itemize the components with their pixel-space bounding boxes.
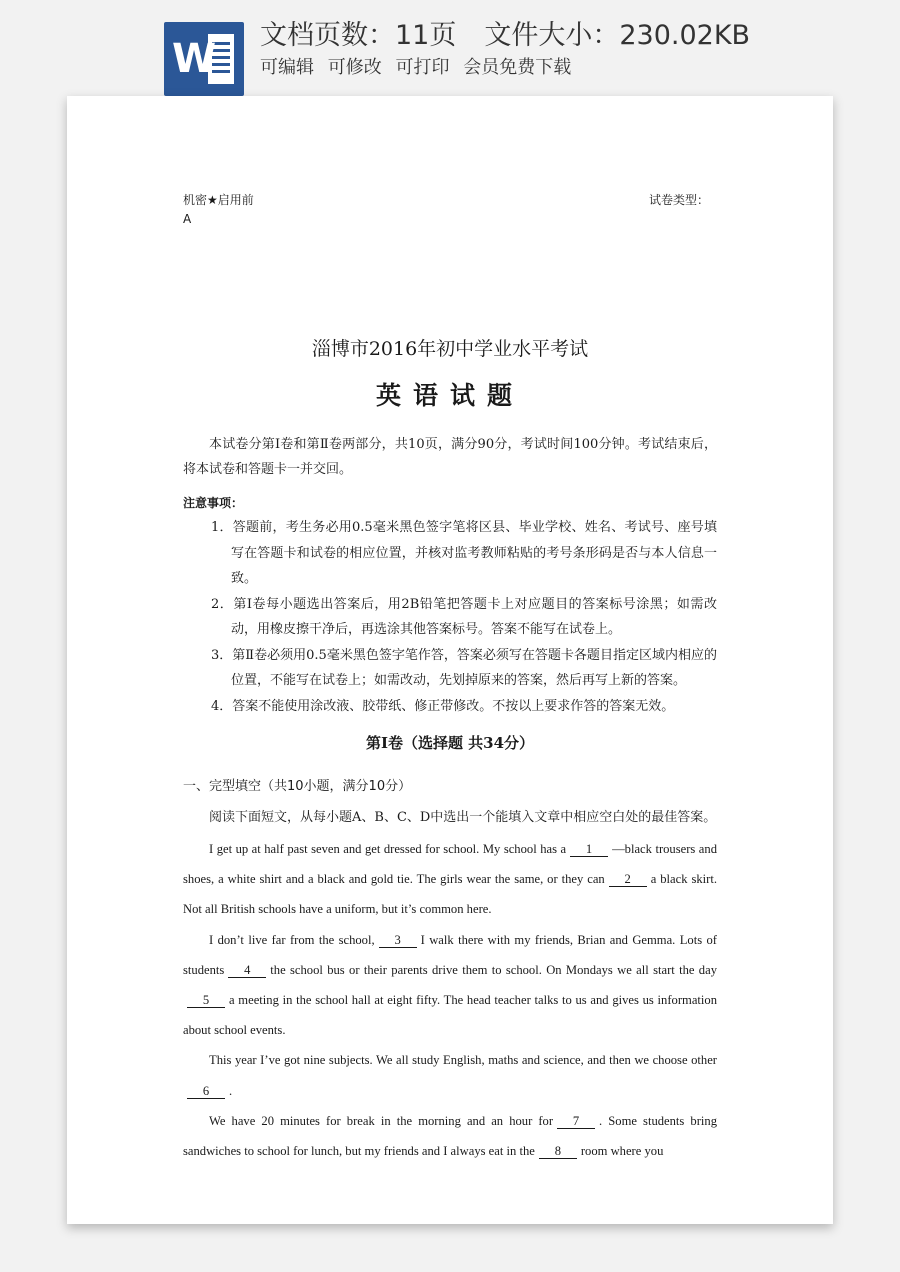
section-title: 第Ⅰ卷（选择题 共34分）	[365, 734, 535, 752]
note-item: 2．第Ⅰ卷每小题选出答案后，用2B铅笔把答题卡上对应题目的答案标号涂黑；如需改动，用橡皮擦干净后，再选涂其他答案标号。答案不能写在试卷上。	[211, 596, 717, 637]
notes-list	[211, 515, 717, 719]
feature-list	[260, 56, 579, 80]
subject-title: 英语试题	[375, 381, 524, 410]
blank-4: 4	[228, 963, 266, 978]
blank-8: 8	[539, 1144, 577, 1159]
blank-2: 2	[609, 872, 647, 887]
file-size: 文件大小：230.02KB	[484, 20, 751, 51]
note-item: 4．答案不能使用涂改液、胶带纸、修正带修改。不按以上要求作答的答案无效。	[211, 698, 675, 714]
confidential-mark: 机密★启用前	[183, 193, 254, 207]
part-instruction: 阅读下面短文，从每小题A、B、C、D中选出一个能填入文章中相应空白处的最佳答案。	[209, 810, 717, 825]
passage-paragraph: We have 20 minutes for break in the morning and an hour for 7 . Some students bring sandwiches to school for lunch, but my friends and I always eat in the 8 room where you	[183, 1113, 717, 1159]
passage-paragraph: I don’t live far from the school, 3 I walk there with my friends, Brian and Gemma. Lots of students 4 the school bus or their parents drive them to school. On Mondays we all start the day5 a meeting in the school hall at eight fifty. The head teacher talks to us and gives us information about school events.	[183, 932, 717, 1038]
word-document-icon: W	[164, 22, 244, 96]
exam-title: 淄博市2016年初中学业水平考试	[311, 338, 589, 360]
passage-paragraph: This year I’ve got nine subjects. We all study English, maths and science, and then we choose other6 .	[183, 1045, 717, 1105]
paper-type-label: 试卷类型：	[649, 193, 710, 207]
feature-member-download: 会员免费下载	[463, 57, 572, 78]
blank-1: 1	[570, 842, 608, 857]
blank-6: 6	[187, 1084, 225, 1099]
exam-intro: 本试卷分第Ⅰ卷和第Ⅱ卷两部分，共10页，满分90分，考试时间100分钟。考试结束后，将本试卷和答题卡一并交回。	[183, 437, 717, 477]
page-count: 文档页数：11页	[260, 20, 457, 51]
note-item: 3．第Ⅱ卷必须用0.5毫米黑色签字笔作答，答案必须写在答题卡各题目指定区域内相应的位置，不能写在试卷上；如需改动，先划掉原来的答案，然后再写上新的答案。	[211, 647, 717, 688]
document-page	[67, 96, 833, 1224]
blank-3: 3	[379, 933, 417, 948]
blank-5: 5	[187, 993, 225, 1008]
file-info	[260, 18, 750, 54]
note-item: 1．答题前，考生务必用0.5毫米黑色签字笔将区县、毕业学校、姓名、考试号、座号填写在答题卡和试卷的相应位置，并核对监考教师粘贴的考号条形码是否与本人信息一致。	[211, 520, 717, 586]
blank-7: 7	[557, 1114, 595, 1129]
part-heading: 一、完型填空（共10小题，满分10分）	[183, 779, 412, 794]
feature-modifiable: 可修改	[327, 57, 382, 78]
feature-editable: 可编辑	[260, 57, 314, 78]
notes-heading: 注意事项：	[183, 496, 244, 510]
download-banner	[0, 0, 900, 96]
cloze-passage	[183, 834, 717, 1166]
feature-printable: 可打印	[395, 57, 450, 78]
paper-type-value: A	[183, 212, 192, 226]
passage-paragraph: I get up at half past seven and get dressed for school. My school has a 1 —black trousers and shoes, a white shirt and a black and gold tie. The girls wear the same, or they can 2 a black skirt. Not all British schools have a uniform, but it’s common here.	[183, 842, 717, 917]
